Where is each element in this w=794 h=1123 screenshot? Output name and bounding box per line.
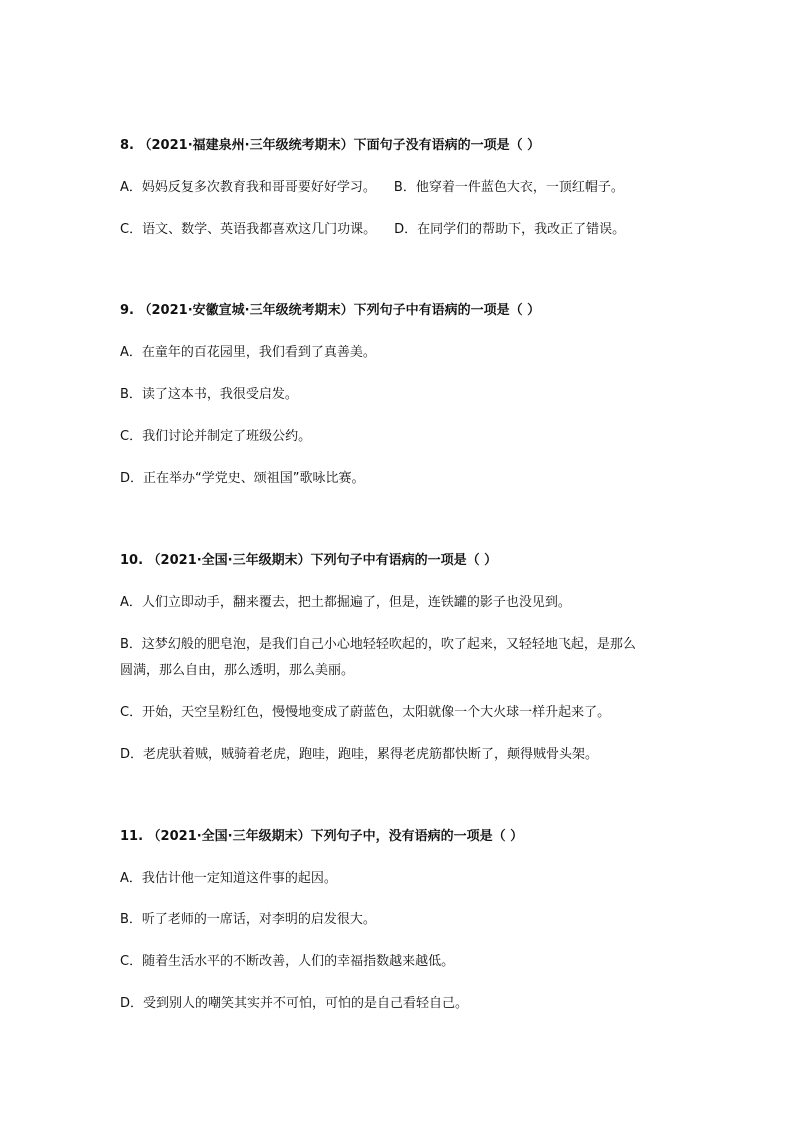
question-10-option-b: B．这梦幻般的肥皂泡，是我们自己小心地轻轻吹起的，吹了起来，又轻轻地飞起，是那么 [120, 637, 636, 652]
question-10-option-b-continued: 圆满，那么自由，那么透明，那么美丽。 [120, 663, 355, 678]
question-11-option-a: A．我估计他一定知道这件事的起因。 [120, 871, 337, 886]
question-8-option-c: C．语文、数学、英语我都喜欢这几门功课。 [120, 222, 377, 237]
question-10-stem: 10. （2021·全国·三年级期末）下列句子中有语病的一项是（ ） [120, 553, 498, 568]
question-9-option-b: B．读了这本书，我很受启发。 [120, 387, 298, 402]
question-8-option-d: D．在同学们的帮助下，我改正了错误。 [394, 222, 626, 237]
question-10-option-a: A．人们立即动手，翻来覆去，把土都掘遍了，但是，连铁罐的影子也没见到。 [120, 595, 571, 610]
question-11-option-b: B．听了老师的一席话，对李明的启发很大。 [120, 912, 376, 927]
question-10-option-d: D．老虎驮着贼，贼骑着老虎，跑哇，跑哇，累得老虎筋都快断了，颠得贼骨头架。 [120, 747, 599, 762]
question-11-option-c: C．随着生活水平的不断改善，人们的幸福指数越来越低。 [120, 954, 455, 969]
question-8-options-row-2 [120, 222, 625, 238]
question-11-stem: 11. （2021·全国·三年级期末）下列句子中，没有语病的一项是（ ） [120, 829, 524, 844]
question-8-options-row-1 [120, 180, 624, 196]
question-9-option-d: D．正在举办“学党史、颂祖国”歌咏比赛。 [120, 471, 365, 486]
question-8-option-b: B．他穿着一件蓝色大衣，一顶红帽子。 [393, 180, 624, 195]
question-8-stem: 8. （2021·福建泉州·三年级统考期末）下面句子没有语病的一项是（ ） [120, 138, 541, 153]
question-8-option-a: A．妈妈反复多次教育我和哥哥要好好学习。 [120, 180, 376, 195]
question-9-stem: 9. （2021·安徽宣城·三年级统考期末）下列句子中有语病的一项是（ ） [120, 303, 541, 318]
question-11-option-d: D．受到别人的嘲笑其实并不可怕，可怕的是自己看轻自己。 [120, 996, 469, 1011]
question-9-option-a: A．在童年的百花园里，我们看到了真善美。 [120, 345, 376, 360]
question-9-option-c: C．我们讨论并制定了班级公约。 [120, 429, 312, 444]
question-10-option-c: C．开始，天空呈粉红色，慢慢地变成了蔚蓝色，太阳就像一个大火球一样升起来了。 [120, 705, 611, 720]
